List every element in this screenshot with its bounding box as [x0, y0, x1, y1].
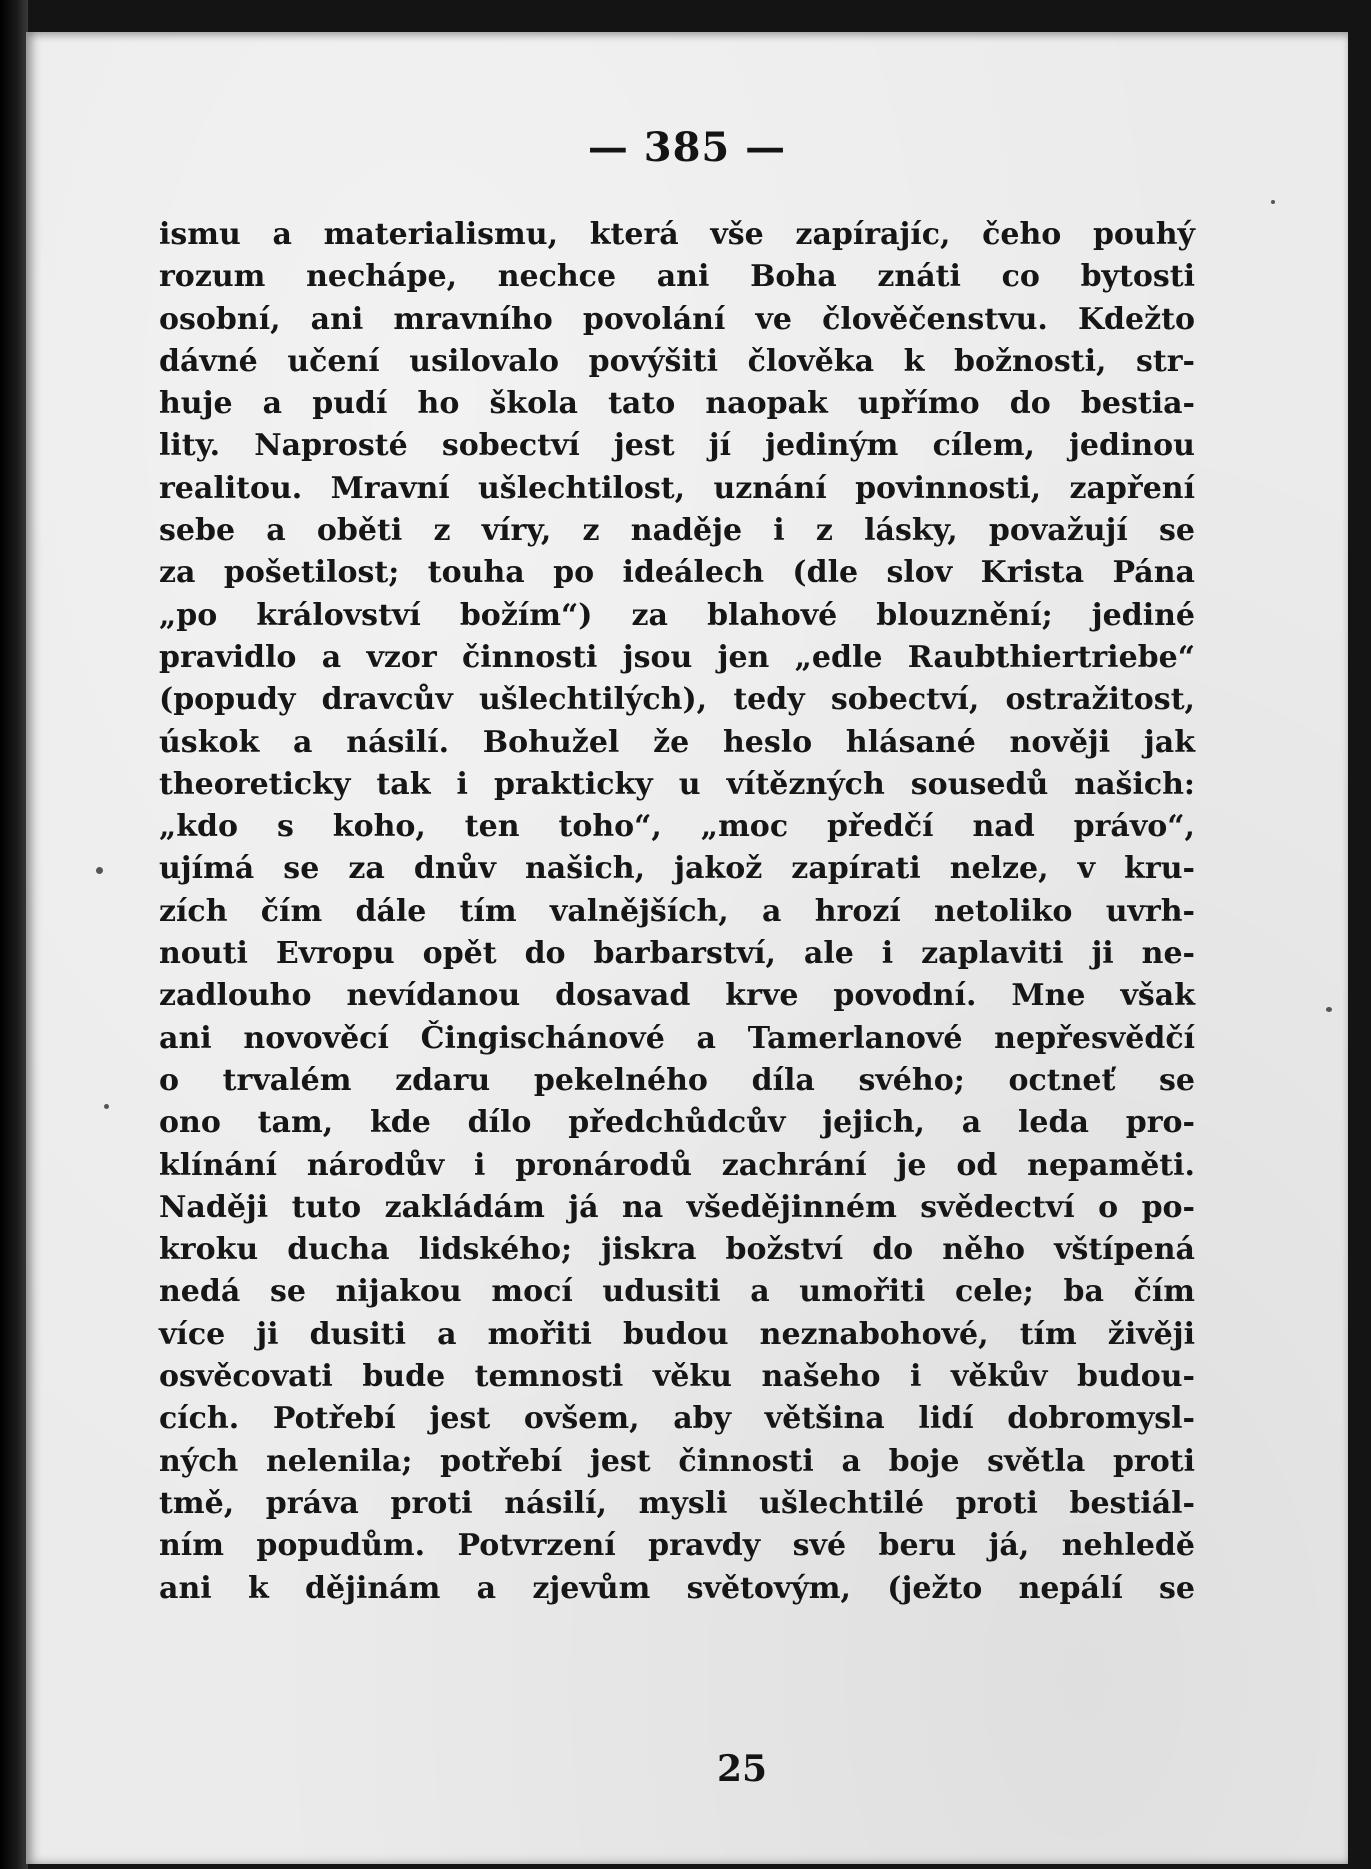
- book-page: [26, 32, 1348, 1864]
- text-line: ujímá se za dnův našich, jakož zapírati nelze, v kru-: [159, 851, 1195, 887]
- book-binding-shadow: [0, 0, 28, 1869]
- text-line: „kdo s koho, ten toho“, „moc předčí nad právo“,: [159, 809, 1195, 845]
- text-line: zadlouho nevídanou dosavad krve povodní. Mne však: [159, 978, 1195, 1014]
- text-line: Naději tuto zakládám já na všedějinném svědectví o po-: [159, 1189, 1195, 1225]
- text-line: úskok a násilí. Bohužel že heslo hlásané nověji jak: [159, 724, 1195, 760]
- signature-mark: 25: [716, 1748, 768, 1790]
- text-line: ismu a materialismu, která vše zapírajíc, čeho pouhý: [159, 217, 1195, 252]
- text-line: ani k dějinám a zjevům světovým, (ježto nepálí se: [159, 1570, 1195, 1606]
- text-line: kroku ducha lidského; jiskra božství do něho vštípená: [159, 1232, 1195, 1268]
- text-line: tmě, práva proti násilí, mysli ušlechtilé proti bestiál-: [159, 1485, 1195, 1521]
- text-line: „po království božím“) za blahové blouznění; jediné: [159, 597, 1195, 633]
- print-speck: [104, 1104, 109, 1109]
- text-line: zích čím dále tím valnějších, a hrozí netoliko uvrh-: [159, 893, 1195, 929]
- print-speck: [96, 867, 103, 874]
- text-line: za pošetilost; touha po ideálech (dle slov Krista Pána: [159, 555, 1195, 591]
- text-line: klínání národův i pronárodů zachrání je od nepaměti.: [159, 1147, 1195, 1183]
- text-line: theoreticky tak i prakticky u vítězných sousedů našich:: [159, 766, 1195, 802]
- text-line: (popudy dravcův ušlechtilých), tedy sobectví, ostražitost,: [159, 682, 1195, 718]
- print-speck: [1271, 200, 1275, 204]
- text-line: realitou. Mravní ušlechtilost, uznání povinnosti, zapření: [159, 470, 1195, 506]
- text-line: nedá se nijakou mocí udusiti a umořiti cele; ba čím: [159, 1274, 1195, 1310]
- text-line: cích. Potřebí jest ovšem, aby většina lidí dobromysl-: [159, 1401, 1195, 1437]
- text-line: osobní, ani mravního povolání ve člověčenstvu. Kdežto: [159, 301, 1195, 337]
- text-line: dávné učení usilovalo povýšiti člověka k božnosti, str-: [159, 343, 1195, 379]
- text-line: osvěcovati bude temnosti věku našeho i věkův budou-: [159, 1359, 1195, 1395]
- text-line: rozum nechápe, nechce ani Boha znáti co bytosti: [159, 259, 1195, 295]
- text-line: nouti Evropu opět do barbarství, ale i zaplaviti ji ne-: [159, 936, 1195, 972]
- text-line: sebe a oběti z víry, z naděje i z lásky, považují se: [159, 513, 1195, 549]
- body-text: [159, 214, 1195, 1610]
- print-speck: [1326, 1007, 1332, 1012]
- text-line: ani novověcí Čingischánové a Tamerlanové nepřesvědčí: [159, 1020, 1195, 1056]
- text-line: ním popudům. Potvrzení pravdy své beru já, nehledě: [159, 1528, 1195, 1564]
- text-line: huje a pudí ho škola tato naopak upřímo do bestia-: [159, 386, 1195, 422]
- text-line: pravidlo a vzor činnosti jsou jen „edle Raubthiertriebe“: [159, 639, 1195, 675]
- text-line: více ji dusiti a mořiti budou neznabohové, tím živěji: [159, 1316, 1195, 1352]
- text-line: ono tam, kde dílo předchůdcův jejich, a leda pro-: [159, 1105, 1195, 1141]
- text-line: o trvalém zdaru pekelného díla svého; octneť se: [159, 1062, 1195, 1098]
- text-line: lity. Naprosté sobectví jest jí jediným cílem, jedinou: [159, 428, 1195, 464]
- text-line: ných nelenila; potřebí jest činnosti a boje světla proti: [159, 1443, 1195, 1479]
- page-number-header: — 385 —: [587, 124, 787, 171]
